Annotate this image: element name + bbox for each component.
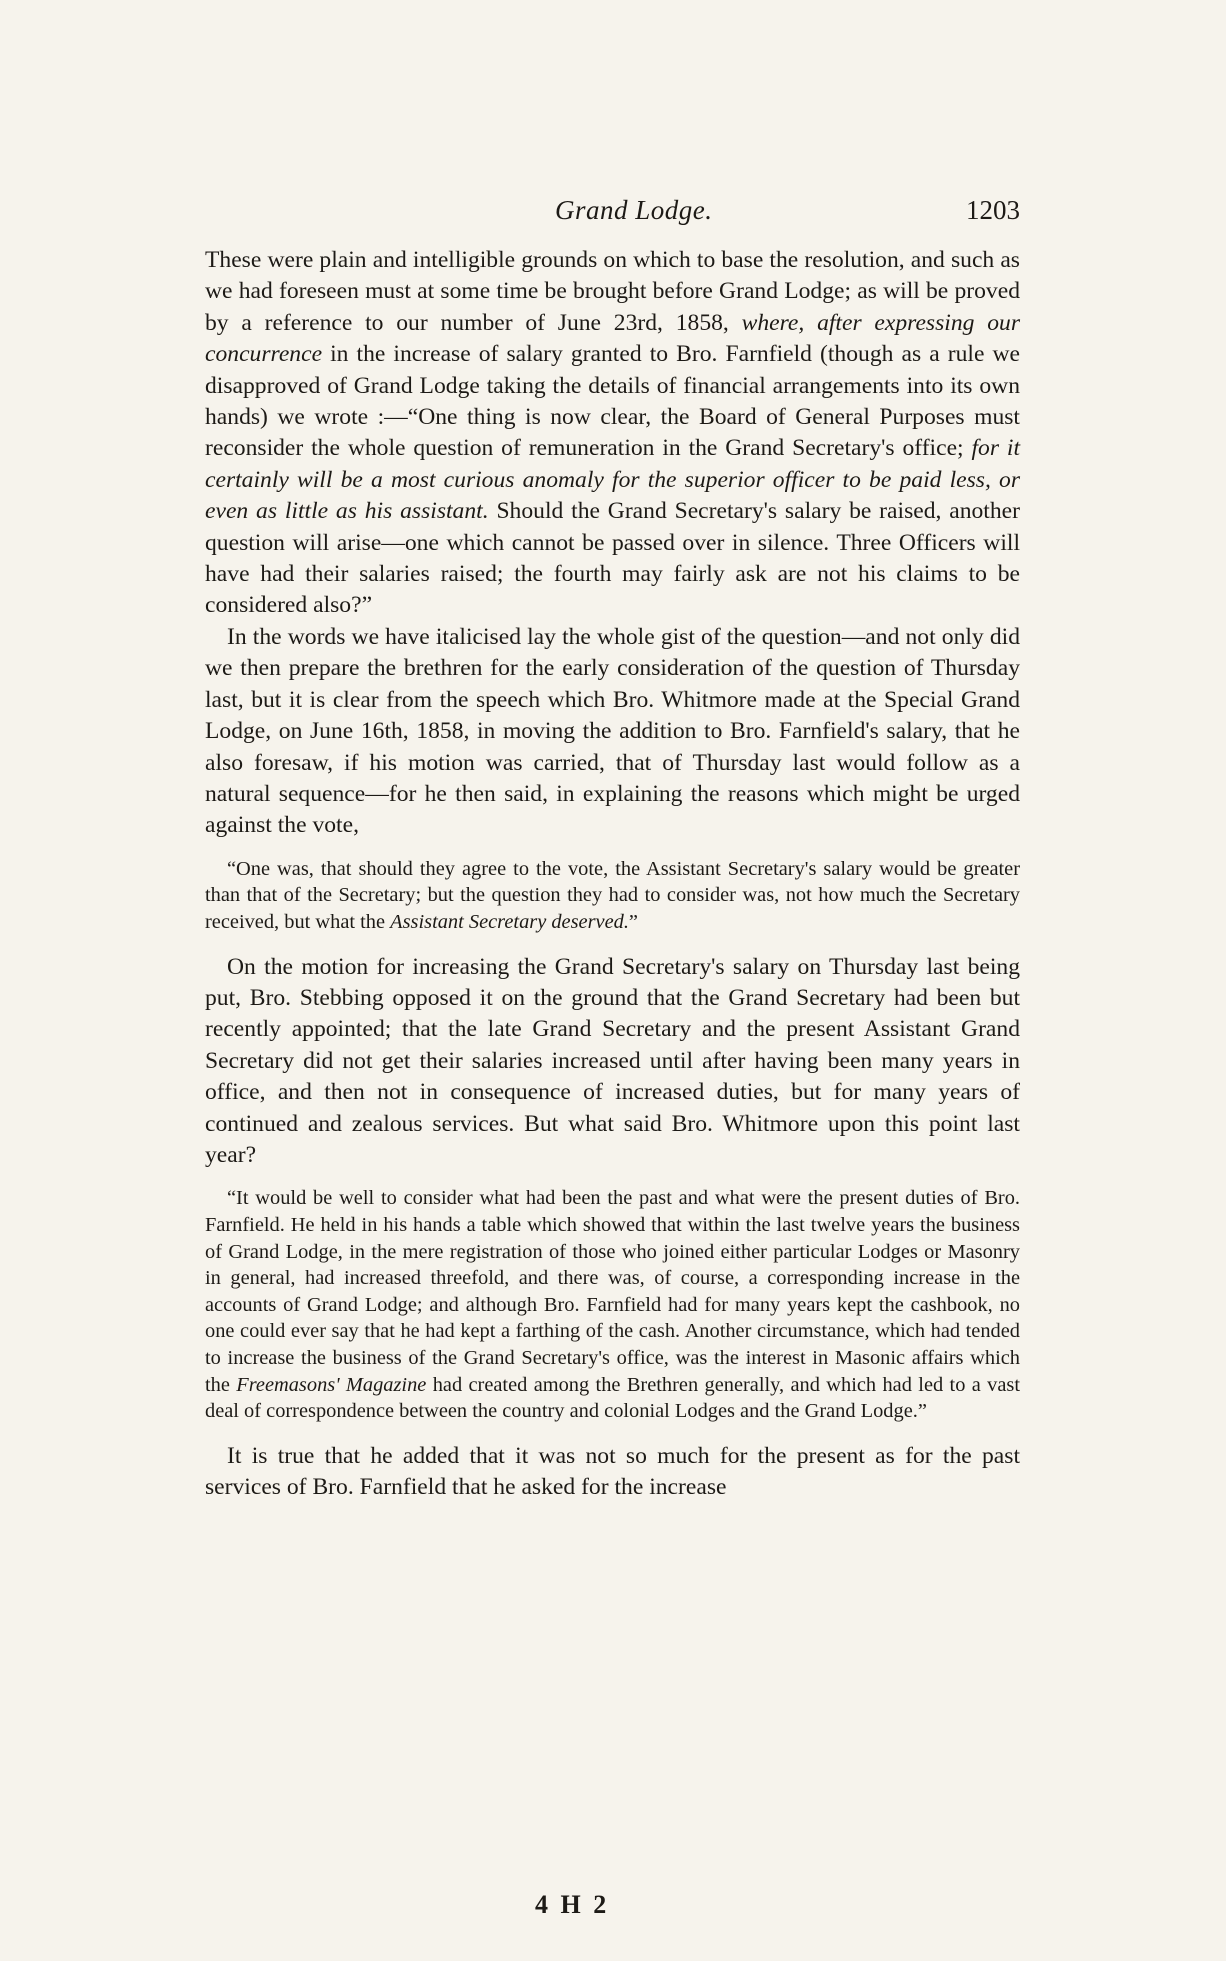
running-head — [205, 195, 1020, 235]
paragraph-1-part-c: in the increase of salary granted to Bro. Farnfield (though as a rule we disapproved of Grand Lodge taking the details of financial arrangements into its own hands) we wrote :—“One thing is now clear, the Board of General Purposes must reconsider the whole question of remuneration in the Grand Secretary's office; — [205, 341, 1020, 462]
paragraph-2: In the words we have italicised lay the whole gist of the question—and not only did we then prepare the brethren for the early consideration of the question of Thursday last, but it is clear from the speech which Bro. Whitmore made at the Special Grand Lodge, on June 16th, 1858, in moving the addition to Bro. Farnfield's salary, that he also foresaw, if his motion was carried, that of Thursday last would follow as a natural sequence—for he then said, in explaining the reasons which might be urged against the vote, — [205, 623, 1020, 839]
quote-1-part-c: ” — [628, 910, 638, 933]
paragraph-3: On the motion for increasing the Grand Secretary's salary on Thursday last being put, Bro. Stebbing opposed it on the ground that the Grand Secretary had been but recently appointed; that the late Grand Secretary and the present Assistant Grand Secretary did not get their salaries increased until after having been many years in office, and then not in consequence of increased duties, but for many years of continued and zealous services. But what said Bro. Whitmore upon this point last year? — [205, 953, 1020, 1168]
quote-1-italic-b: Assistant Secretary deserved. — [390, 910, 629, 933]
page-number: 1203 — [966, 195, 1020, 225]
quote-2-part-c: had created among the Brethren generally, and which had led to a vast deal of correspondence between the country and colonial Lodges and the Grand Lodge.” — [205, 1373, 1021, 1423]
paragraph-1 — [205, 245, 1020, 622]
signature-mark: 4 H 2 — [535, 1890, 610, 1919]
document-page — [205, 195, 1021, 1919]
quote-1-part-a: “One was, that should they agree to the vote, the Assistant Secretary's salary would be greater than that of the Secretary; but the question they had to consider was, not how much the Secretary received, but what the — [205, 857, 1020, 933]
quote-1 — [205, 856, 1020, 936]
quote-2 — [205, 1185, 1020, 1424]
quote-2-part-a: “It would be well to consider what had been the past and what were the present duties of Bro. Farnfield. He held in his hands a table which showed that within the last twelve years the business of Grand Lodge, in the mere registration of those who joined either particular Lodges or Masonry in general, had increased threefold, and there was, of course, a corresponding increase in the accounts of Grand Lodge; and although Bro. Farnfield had for many years kept the cashbook, no one could ever say that he had kept a farthing of the cash. Another circumstance, which had tended to increase the business of the Grand Secretary's office, was the interest in Masonic affairs which the — [205, 1187, 1020, 1396]
paragraph-1-part-a: These were plain and intelligible grounds on which to base the resolution, and such as we had foreseen must at some time be brought before Grand Lodge; as will be proved by a reference to our number of June 23rd, 1858, — [205, 247, 1020, 336]
running-title: Grand Lodge. — [555, 195, 713, 225]
paragraph-1-italic-d: for it certainly will be a most curious anomaly for the superior officer to be paid less, or even as little as his assistant. — [205, 435, 1020, 525]
paragraph-4: It is true that he added that it was not so much for the present as for the past services of Bro. Farnfield that he asked for the increase — [205, 1442, 1020, 1501]
paragraph-1-italic-b: where, after expressing our concurrence — [205, 309, 1020, 368]
paragraph-1-part-e: Should the Grand Secretary's salary be raised, another question will arise—one which cannot be passed over in silence. Three Officers will have had their salaries raised; the fourth may fairly ask are not his claims to be considered also?” — [205, 498, 1020, 619]
quote-2-italic-b: Freemasons' Magazine — [236, 1373, 427, 1396]
